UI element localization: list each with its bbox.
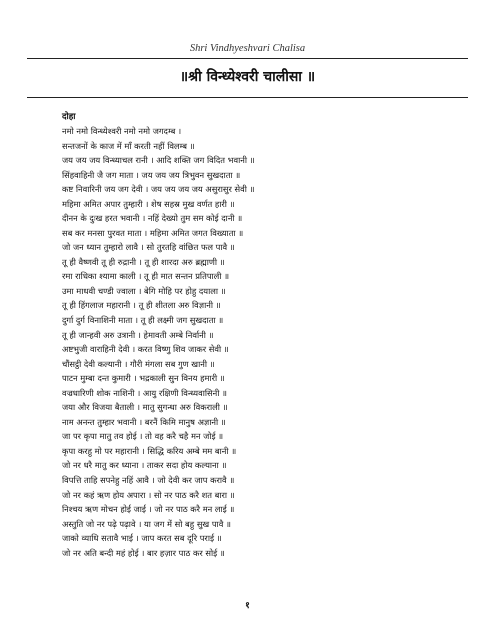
verse-line: अस्तुति जो नर पढ़े पढ़ावे । या जग में सो बहु सुख पावै ॥ xyxy=(62,518,231,529)
verse-line: तू ही वैष्णवी तू ही रुद्रानी । तू ही शारदा अरु ब्रह्माणी ॥ xyxy=(62,256,225,267)
page-title: ॥श्री विन्ध्येश्वरी चालीसा ॥ xyxy=(179,69,316,85)
header-rule-bottom xyxy=(27,97,468,98)
verse-line: वज्रधारिणी शोक नाशिनी । आयु रक्षिणी विन्ध्यवासिनी ॥ xyxy=(62,387,227,398)
verse-line: चौंसट्ठी देवी कल्यानी । गौरी मंगला सब गुण खानी ॥ xyxy=(62,358,215,369)
verse-line: उमा माधवी चण्डी ज्वाला । बेगि मोहि पर होहु दयाला ॥ xyxy=(62,285,226,296)
verse-line: तू ही हिंगलाज महारानी । तू ही शीतला अरु विज्ञानी ॥ xyxy=(62,300,221,311)
doha-line: नमो नमो विन्ध्येश्वरी नमो नमो जगदम्ब । xyxy=(62,126,182,136)
doha-section xyxy=(62,110,195,153)
verse-line: कृपा करहु मो पर महारानी । सिद्धि करिय अम्बे मम बानी ॥ xyxy=(62,445,237,456)
header-rule-top xyxy=(27,58,468,59)
verse-line: जा पर कृपा मातु तव होई । तो वह करै चहै मन जोई ॥ xyxy=(62,431,224,442)
doha-line: सन्तजनों के काज में माँ करती नहीं विलम्ब ॥ xyxy=(62,140,195,151)
doha-heading: दोहा xyxy=(62,112,76,122)
verse-line: जो नर अति बन्दी महं होई । बार हज़ार पाठ कर सोई ॥ xyxy=(62,547,225,558)
verse-line: कष्ट निवारिनी जय जग देवी । जय जय जय जय असुरासुर सेवी ॥ xyxy=(62,184,255,195)
verse-line: निश्चय ऋण मोचन होई जाई । जो नर पाठ करै मन लाई ॥ xyxy=(62,504,235,515)
verse-line: जो जन ध्यान तुम्हारो लावै । सो तुरतहि वांछित फल पावै ॥ xyxy=(62,242,235,253)
verse-line: जय जय जय विन्ध्याचल रानी । आदि शक्ति जग विदित भवानी ॥ xyxy=(62,155,255,165)
verse-line: दीनन के दुःख हरत भवानी । नहिं देख्यो तुम सम कोई दानी ॥ xyxy=(62,213,243,224)
verse-line: सब कर मनसा पुरवत माता । महिमा अमित जगत विख्याता ॥ xyxy=(62,227,244,238)
verse-line: रमा राधिका श्यामा काली । तू ही मात सन्तन प्रतिपाली ॥ xyxy=(62,271,230,282)
verse-line: जो नर कहं ऋण होय अपारा । सो नर पाठ करै शत बारा ॥ xyxy=(62,489,235,500)
verse-line: विपत्ति ताहि सपनेहु नहिं आवै । जो देवी कर जाप करावै ॥ xyxy=(62,475,235,486)
verse-line: तू ही जान्हवी अरु उत्रानी । हेमावती अम्बे निर्वानी ॥ xyxy=(62,329,214,340)
verse-line: महिमा अमित अपार तुम्हारी । शेष सहस्र मुख वर्णत हारी ॥ xyxy=(62,198,235,209)
verse-line: नाम अनन्त तुम्हार भवानी । बरनैं किमि मानुष अज्ञानी ॥ xyxy=(62,416,226,427)
verse-line: जाको व्याधि सतावै भाई । जाप करत सब दूरि पराई ॥ xyxy=(62,533,222,544)
verse-line: पाटन मुम्बा दन्त कुमारी । भद्रकाली सुन विनय हमारी ॥ xyxy=(62,373,225,384)
verse-line: जया और विजया बैताली । मातु सुगन्धा अरु विकराली ॥ xyxy=(62,402,228,413)
verse-line: अष्टभुजी वाराहिनी देवी । करत विष्णु शिव जाकर सेवी ॥ xyxy=(62,344,229,355)
page-number: १ xyxy=(245,601,250,611)
verse-line: दुर्गा दुर्ग विनाशिनी माता । तू ही लक्ष्मी जग सुखदाता ॥ xyxy=(62,315,224,326)
verse-line: जो नर धरै मातु कर ध्याना । ताकर सदा होय कल्याना ॥ xyxy=(62,460,227,471)
running-header: Shri Vindhyeshvari Chalisa xyxy=(189,43,306,54)
verse-line: सिंहवाहिनी जै जग माता । जय जय जय त्रिभुवन सुखदाता ॥ xyxy=(62,169,241,180)
chaupai-section xyxy=(62,153,255,560)
